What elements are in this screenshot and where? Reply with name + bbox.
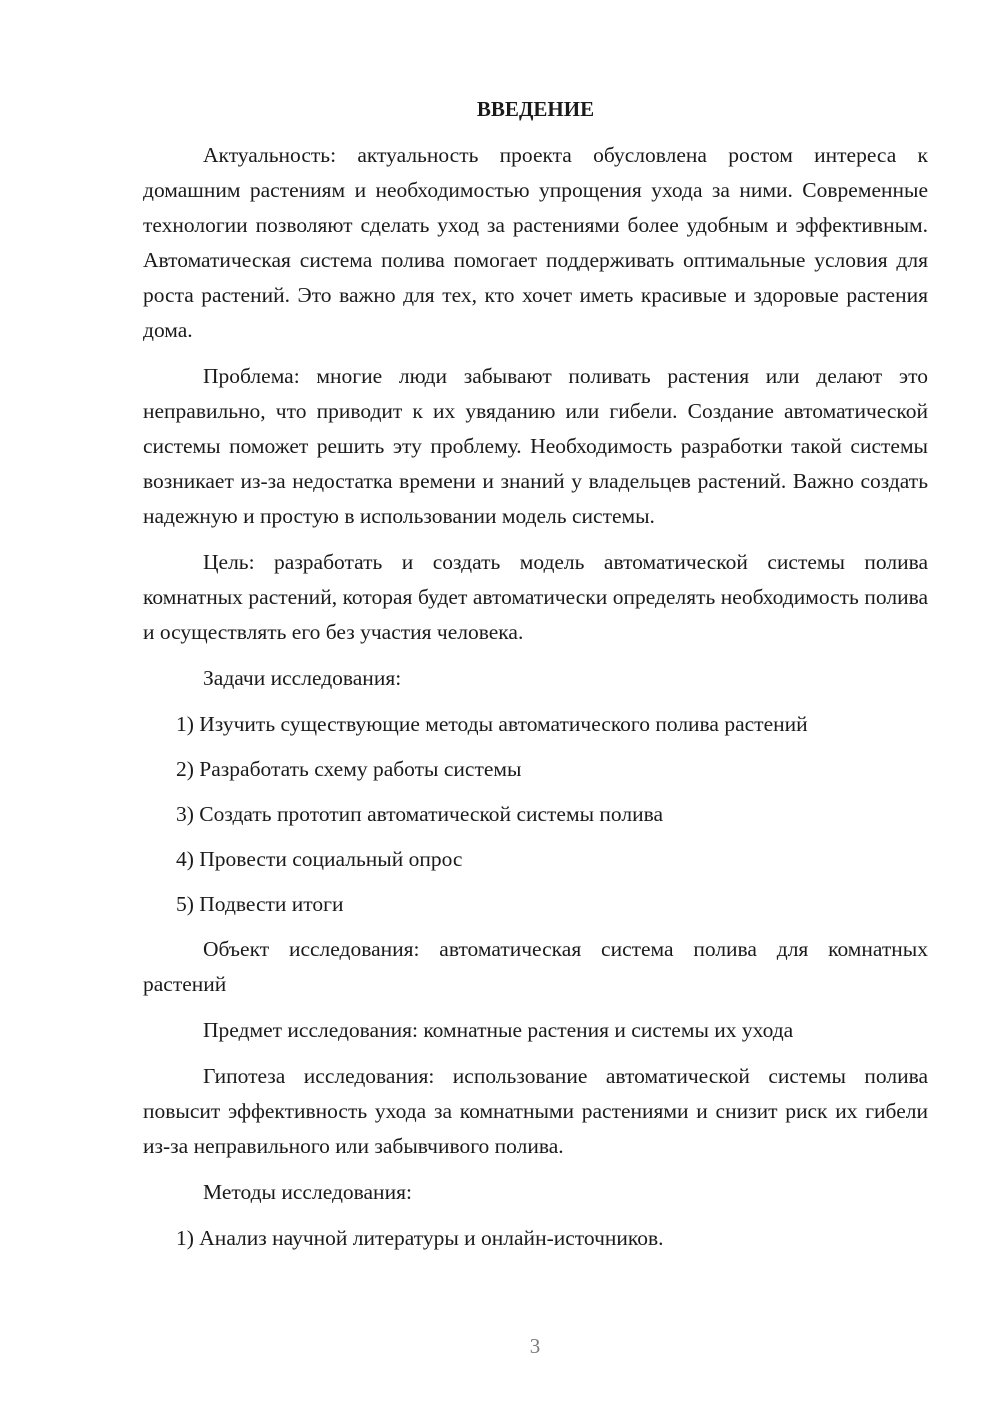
goal-paragraph: Цель: разработать и создать модель автоматической системы полива комнатных растений, которая будет автоматически определять необходимость полива и осуществлять его без участия человека. <box>143 550 928 644</box>
subject-paragraph: Предмет исследования: комнатные растения и системы их ухода <box>203 1018 794 1042</box>
methods-heading: Методы исследования: <box>203 1180 412 1204</box>
task-item: 4) Провести социальный опрос <box>176 847 463 871</box>
task-item: 2) Разработать схему работы системы <box>176 757 522 781</box>
task-item: 5) Подвести итоги <box>176 892 344 916</box>
page-content <box>143 94 928 1266</box>
methods-list <box>143 1221 928 1256</box>
method-item: 1) Анализ научной литературы и онлайн-источников. <box>176 1226 664 1250</box>
object-paragraph: Объект исследования: автоматическая система полива для комнатных растений <box>143 937 928 996</box>
task-item: 3) Создать прототип автоматической системы полива <box>176 802 664 826</box>
page-title: ВВЕДЕНИЕ <box>476 97 595 121</box>
hypothesis-paragraph: Гипотеза исследования: использование автоматической системы полива повысит эффективность ухода за комнатными растениями и снизит риск их гибели из-за неправильного или забывчивого полива. <box>143 1064 928 1158</box>
problem-paragraph: Проблема: многие люди забывают поливать растения или делают это неправильно, что приводит к их увяданию или гибели. Создание автоматической системы поможет решить эту проблему. Необходимость разработки такой системы возникает из-за недостатка времени и знаний у владельцев растений. Важно создать надежную и простую в использовании модель системы. <box>143 364 928 528</box>
tasks-heading: Задачи исследования: <box>203 666 402 690</box>
page-number: 3 <box>529 1334 541 1358</box>
task-item: 1) Изучить существующие методы автоматического полива растений <box>176 712 808 736</box>
tasks-list <box>143 707 928 922</box>
relevance-paragraph: Актуальность: актуальность проекта обусловлена ростом интереса к домашним растениям и необходимостью упрощения ухода за ними. Современные технологии позволяют сделать уход за растениями более удобным и эффективным. Автоматическая система полива помогает поддерживать оптимальные условия для роста растений. Это важно для тех, кто хочет иметь красивые и здоровые растения дома. <box>143 143 928 342</box>
